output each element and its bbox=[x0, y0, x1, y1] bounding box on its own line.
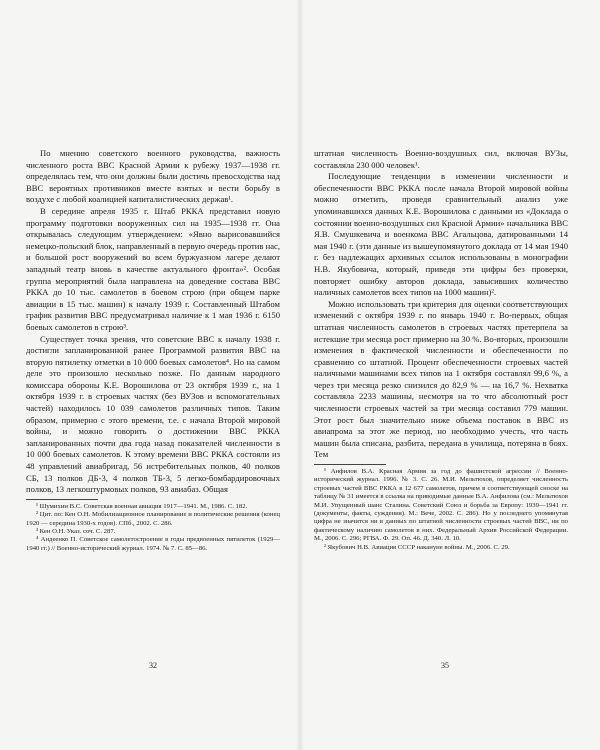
right-body-text bbox=[314, 148, 568, 461]
left-page bbox=[26, 148, 280, 553]
left-paragraph-2: В середине апреля 1935 г. Штаб РККА представил новую программу подготовки вооруженных сил на 1935—1938 гг. Она открывалась следующим утверждением: «Явно вырисовавшийся немецко-польский блок, направленный в первую очередь против нас, и большой рост вооружений во всем буржуазном лагере делают западный театр вновь в качестве актуального фронта»². Особая группа мероприятий была направлена на доведение состава ВВС РККА до 10 тыс. самолетов в боевом строю (при общем парке авиации в 15 тыс. машин) к началу 1939 г. Составленный Штабом график развития ВВС предусматривал наличие к 1 мая 1936 г. 6150 боевых самолетов в строю³. bbox=[26, 205, 280, 332]
left-footnote-2: ² Цит. по: Кен О.Н. Мобилизационное планирование и политические решения (конец 1920 — середина 1930-х годов). СПб., 2002. С. 286. bbox=[26, 511, 280, 527]
right-footnote-rule bbox=[314, 464, 386, 465]
left-footnote-1: ¹ Шумихин В.С. Советская военная авиация 1917—1941. М., 1986. С. 182. bbox=[36, 502, 248, 510]
left-footnotes bbox=[26, 503, 280, 553]
right-paragraph-2: Последующие тенденции в изменении численности и обеспеченности ВВС РККА после начала Второй мировой войны можно отметить, проведя сравнительный анализ уже упоминавшихся данных К.Е. Ворошилова с данными из «Доклада о состоянии военно-воздушных сил Красной Армии» начальника ВВС Я.В. Смушкевича и военкома ВВС Агальцова, датированными 14 мая 1940 г. (эти данные из вышеупомянутого доклада от 14 мая 1940 г. без надлежащих архивных ссылок использованы в монографии Н.В. Якубовича, который, приведя эти цифры без проверки, повторяет ошибку авторов доклада, завысивших количество наличных самолетов всех типов на 1000 машин)². bbox=[314, 171, 568, 298]
left-paragraph-3: Существует точка зрения, что советские ВВС к началу 1938 г. достигли запланированной ранее Программой развития ВВС на вторую пятилетку отметки в 10 000 боевых самолетов⁴. Но на самом деле это произошло несколько позже. По данным народного комиссара обороны К.Е. Ворошилова от 23 октября 1939 г., на 1 октября 1939 г. в строевых частях (без ВУЗов и вспомогательных частей) находилось 10 039 самолетов различных типов. Таким образом, примерно с этого времени, т.е. с начала Второй мировой войны, и можно говорить о достижении ВВС РККА запланированных почти два года назад показателей численности в 10 000 боевых самолетов. К этому времени ВВС РККА состояли из 48 управлений авиабригад, 56 истребительных полков, 40 полков СБ, 13 полков ДБ-3, 4 полков ТБ-3, 5 легко-бомбардировочных полков, 13 легкоштурмовых полков, 93 авиабаз. Общая bbox=[26, 333, 280, 495]
left-paragraph-1: По мнению советского военного руководства, важность численного роста ВВС Красной Армии к рубежу 1937—1938 гг. определялась тем, что они должны были достичь превосходства над ВВС вероятных противников вместе взятых и вести борьбу в воздухе с любой коалицией капиталистических держав¹. bbox=[26, 148, 280, 205]
right-page-number: 35 bbox=[441, 661, 449, 670]
left-body-text bbox=[26, 148, 280, 496]
right-paragraph-3: Можно использовать три критерия для оценки соответствующих изменений с октября 1939 г. по январь 1940 г. Во-первых, общая штатная численность самолетов в строевых частях претерпела за истекшие три месяца рост примерно на 30 %. Во-вторых, произошли изменения в фактической численности и обеспеченности по сравнению со штатной. Процент обеспеченности строевых частей наличными машинами всех типов на 1 октября составлял 99,6 %, а через три месяца резко снизился до 82,9 % — на 16,7 %. Нехватка составляла 2233 машины, несмотря на то что абсолютный рост численности строевых частей за три месяца составил 779 машин. Этот рост был значительно ниже объема поставок в ВВС из авиапрома за этот же период, но необходимо учесть, что часть машин была списана, разбита, передана в училища, потеряна в боях. Тем bbox=[314, 298, 568, 460]
right-footnote-2: ² Якубович Н.В. Авиация СССР накануне войны. М., 2006. С. 29. bbox=[324, 543, 510, 551]
book-gutter bbox=[296, 0, 304, 750]
left-footnote-4: ⁴ Андеенко П. Советское самолетостроение в годы предвоенных пятилеток (1929—1940 гг.) // Военно-исторический журнал. 1974. № 7. С. 85—86. bbox=[26, 536, 280, 552]
right-footnote-1: ¹ Анфилов В.А. Красная Армия за год до фашистской агрессии // Военно-исторический журнал. 1996. № 3. С. 26. М.И. Мельтюхов, определяет численность строевых частей ВВС РККА в 12 677 самолетов, причем в соответствующей сноске на таблицу № 31 имеется в ссылка на приводимые данные В.А. Анфилова (см.: Мельтюхов М.И. Упущенный шанс Сталина. Советский Союз и борьба за Европу: 1939—1941 гг. (документы, факты, суждения). М.: Вече, 2002. С. 286). Но у последнего упомянутая цифра не значится ни в данных по штатной численности строевых частей ВВС, ни по фактическому наличию самолетов в них. Федеральный Архив Российской Федерации. М., 2006. С. 296; РГВА. Ф. 29. Оп. 46. Д. 340. Л. 10. bbox=[314, 468, 568, 543]
right-footnotes bbox=[314, 468, 568, 552]
left-footnote-3: ³ Кен О.Н. Указ. соч. С. 287. bbox=[36, 528, 116, 536]
right-page bbox=[314, 148, 568, 552]
right-paragraph-1: штатная численность Военно-воздушных сил, включая ВУЗы, составляла 230 000 человек¹. bbox=[314, 148, 568, 170]
left-page-number: 32 bbox=[149, 661, 157, 670]
left-footnote-rule bbox=[26, 499, 98, 500]
